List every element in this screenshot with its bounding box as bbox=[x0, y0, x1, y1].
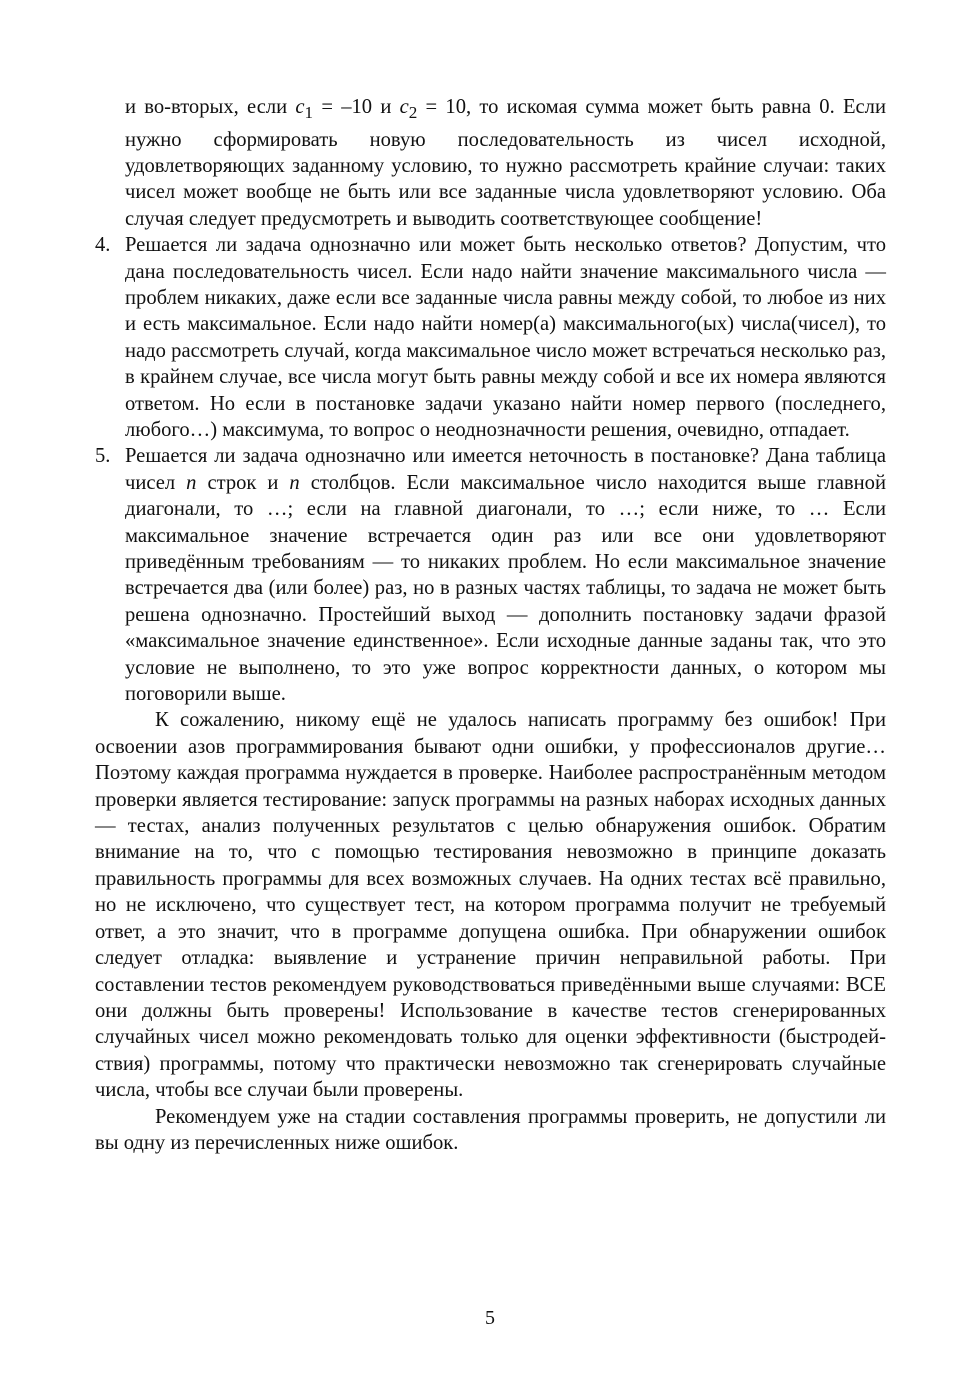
variable-c1: c bbox=[295, 96, 305, 118]
list-item-number: 4. bbox=[95, 234, 111, 257]
page-number: 5 bbox=[485, 1307, 495, 1329]
item5-text-c: столбцов. Если максимальное число находится выше главной диагонали, то …; если на главной диагонали, то …; если ниже, то … Если максимальное значение встречается один раз или все они удовлетворяют приведённым требованиям — то никаких проблем. Но если максимальное значение встречается два (или более) раз, но в разных частях таблицы, то задача не может быть решена однозначно. Простейший выход — дополнить постановку задачи фразой «максимальное значение единственное». Если исходные данные заданы так, что это условие не выполнено, то это уже вопрос корректности данных, о котором мы поговорили выше. bbox=[125, 471, 886, 706]
continuation-text-c: = 10, то искомая сумма может быть равна 0. Если нужно сформировать новую последовательность из чисел исходной, удовлетворяющих заданному условию, то нужно рассмотреть крайние случаи: таких чисел может вообще не быть или все заданные числа удовлетворяют условию. Оба случая следует предусмотреть и выводить соответствующее сообщение! bbox=[125, 96, 886, 230]
item5-text-a: Решается ли задача однозначно или имеется неточность в постановке? Дана таблица чисел bbox=[125, 445, 886, 494]
list-item-text: Решается ли задача однозначно или может быть несколько ответов? Допустим, что дана последовательность чисел. Если надо найти значение максимального числа — проблем никаких, даже если все заданные числа равны между собой, то любое из них и есть максимальное. Если надо найти номер(а) максимального(ых) числа(чисел), то надо рассмотреть случай, когда максимальное число может встречаться несколько раз, в крайнем случае, все числа могут быть равны между собой и все их номера являются ответом. Но если в постановке задачи указано найти номер первого (последнего, любого…) максимума, то вопрос о неоднозначности решения, очевидно, отпадает. bbox=[125, 234, 886, 441]
list-item-5 bbox=[95, 443, 886, 707]
variable-c2: c bbox=[399, 96, 409, 118]
list-item-4 bbox=[95, 232, 886, 443]
list-item-number: 5. bbox=[95, 445, 111, 468]
item5-text-b: строк и bbox=[196, 471, 290, 494]
paragraph-recommendation: Рекомендуем уже на стадии составления программы проверить, не допустили ли вы одну из перечисленных ниже ошибок. bbox=[95, 1105, 886, 1154]
page-body bbox=[95, 94, 886, 1156]
continuation-text-b: = –10 и bbox=[313, 96, 400, 118]
variable-n-cols: n bbox=[289, 471, 300, 494]
list-item-text bbox=[125, 443, 886, 707]
variable-n-rows: n bbox=[186, 471, 197, 494]
item3-continuation bbox=[95, 94, 886, 232]
subscript-2: 2 bbox=[408, 103, 418, 123]
continuation-text-a: и во-вторых, если bbox=[125, 96, 296, 118]
subscript-1: 1 bbox=[304, 103, 314, 123]
paragraph-testing: К сожалению, никому ещё не удалось написать программу без ошибок! При освоении азов программирования бывают одни ошибки, у профессионалов другие… Поэтому каждая программа нуждается в проверке. Наиболее распространённым методом проверки является тестирование: запуск программы на разных наборах исходных данных — тестах, анализ полученных результатов с целью обнаружения ошибок. Обратим внимание на то, что с помощью тестирования невозможно в принципе доказать правильность программы для всех возможных случаев. На одних тестах всё правильно, но не исключено, что существует тест, на котором программа получит не требуемый ответ, а это значит, что в программе допущена ошибка. При обнаружении ошибок следует отладка: выявление и устранение причин неправильной работы. При составлении тестов рекомендуем руководствоваться приведёнными выше случаями: ВСЕ они должны быть проверены! Использование в качестве тестов сгенерированных случайных чисел можно рекомендовать только для оценки эффективности (быстродействия) программы, потому что практически невозможно так сгенерировать случайные числа, чтобы все случаи были проверены. bbox=[95, 709, 886, 1102]
